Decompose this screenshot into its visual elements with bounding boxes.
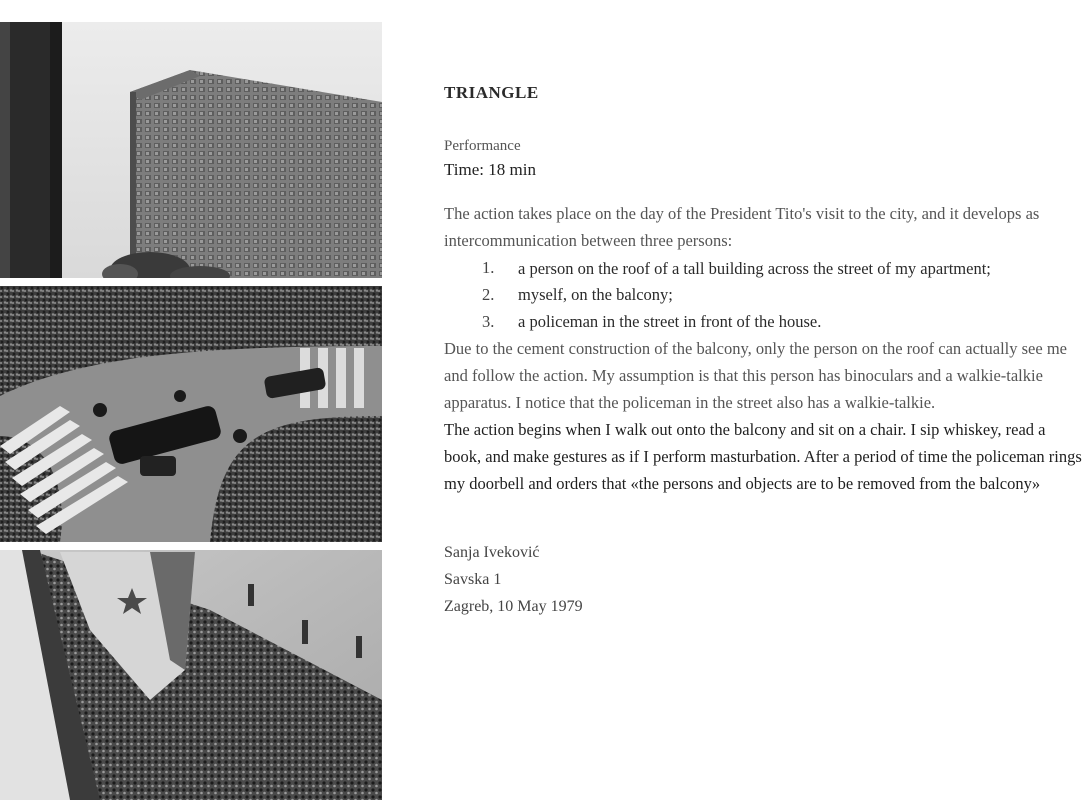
signature-block: [444, 539, 1084, 620]
crowd-flag-photo-image: [0, 550, 382, 800]
intro-paragraph: The action takes place on the day of the President Tito's visit to the city, and it develops as intercommunication between three persons:: [444, 204, 1040, 250]
balcony-paragraph: Due to the cement construction of the balcony, only the person on the roof can actually see me and follow the action. My assumption is that this person has binoculars and a walkie-talkie apparatus. I notice that the policeman in the street also has a walkie-talkie.: [444, 339, 1067, 412]
photo-motorcade-crowd: [0, 286, 382, 542]
list-item-text: myself, on the balcony;: [518, 285, 673, 304]
list-number: 2.: [482, 285, 495, 304]
persons-list: [444, 254, 1084, 335]
building-photo-image: [0, 22, 382, 278]
photo-crowd-with-flag: [0, 550, 382, 800]
photo-tall-building: [0, 22, 382, 278]
artist-address: Savska 1: [444, 571, 502, 588]
document-body: [444, 200, 1084, 497]
document-duration: Time: 18 min: [444, 160, 536, 179]
motorcade-photo-image: [0, 286, 382, 542]
document-type: Performance: [444, 138, 521, 154]
list-number: 1.: [482, 258, 495, 277]
place-and-date: Zagreb, 10 May 1979: [444, 598, 583, 615]
list-item-text: a policeman in the street in front of the house.: [518, 312, 822, 331]
action-paragraph: The action begins when I walk out onto the balcony and sit on a chair. I sip whiskey, read a book, and make gestures as if I perform masturbation. After a period of time the policeman rings my doorbell and orders that «the persons and objects are to be removed from the balcony»: [444, 420, 1082, 493]
performance-text: [444, 82, 1084, 620]
list-item: [482, 308, 1084, 335]
artist-name: Sanja Iveković: [444, 544, 540, 561]
document-title: TRIANGLE: [444, 83, 539, 102]
list-item: [482, 281, 1084, 308]
list-item-text: a person on the roof of a tall building across the street of my apartment;: [518, 259, 991, 278]
list-number: 3.: [482, 312, 495, 331]
list-item: [482, 254, 1084, 281]
